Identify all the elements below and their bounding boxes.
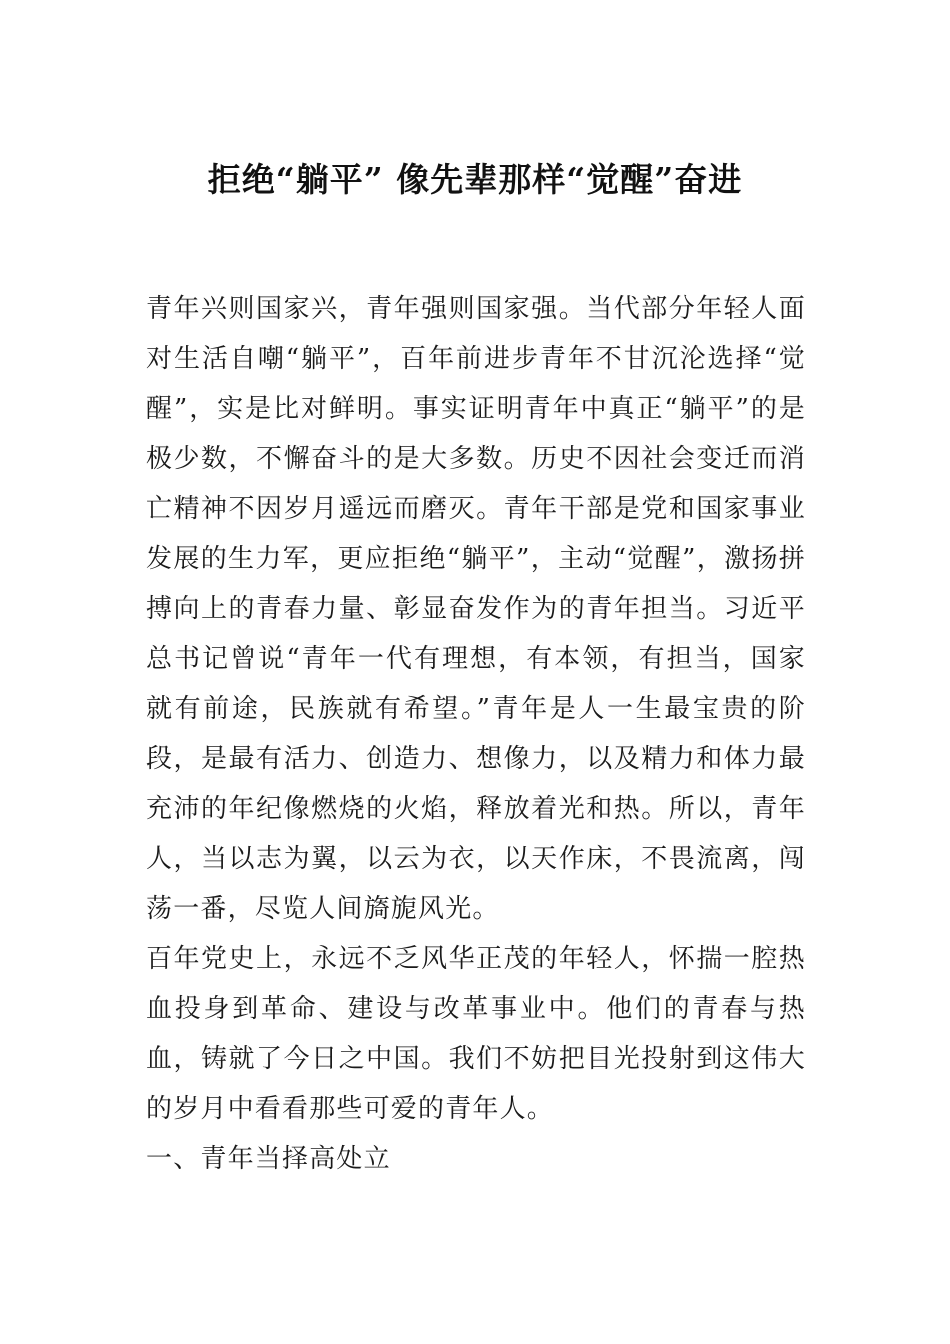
paragraph-party-history: 百年党史上，永远不乏风华正茂的年轻人，怀揣一腔热血投身到革命、建设与改革事业中。他们的青春与热血，铸就了今日之中国。我们不妨把目光投射到这伟大的岁月中看看那些可爱的青年人。 [146, 944, 806, 1124]
section-heading: 一、青年当择高处立 [146, 1144, 391, 1174]
document-title: 拒绝“躺平” 像先辈那样“觉醒”奋进 [207, 160, 743, 199]
document-body [146, 284, 806, 1184]
paragraph-intro: 青年兴则国家兴，青年强则国家强。当代部分年轻人面对生活自嘲“躺平”，百年前进步青年不甘沉沦选择“觉醒”，实是比对鲜明。事实证明青年中真正“躺平”的是极少数，不懈奋斗的是大多数。历史不因社会变迁而消亡精神不因岁月遥远而磨灭。青年干部是党和国家事业发展的生力军，更应拒绝“躺平”，主动“觉醒”，激扬拼搏向上的青春力量、彰显奋发作为的青年担当。习近平总书记曾说“青年一代有理想，有本领，有担当，国家就有前途，民族就有希望。”青年是人一生最宝贵的阶段，是最有活力、创造力、想像力，以及精力和体力最充沛的年纪像燃烧的火焰，释放着光和热。所以，青年人，当以志为翼，以云为衣，以天作床，不畏流离，闯荡一番，尽览人间旖旎风光。 [146, 294, 806, 924]
